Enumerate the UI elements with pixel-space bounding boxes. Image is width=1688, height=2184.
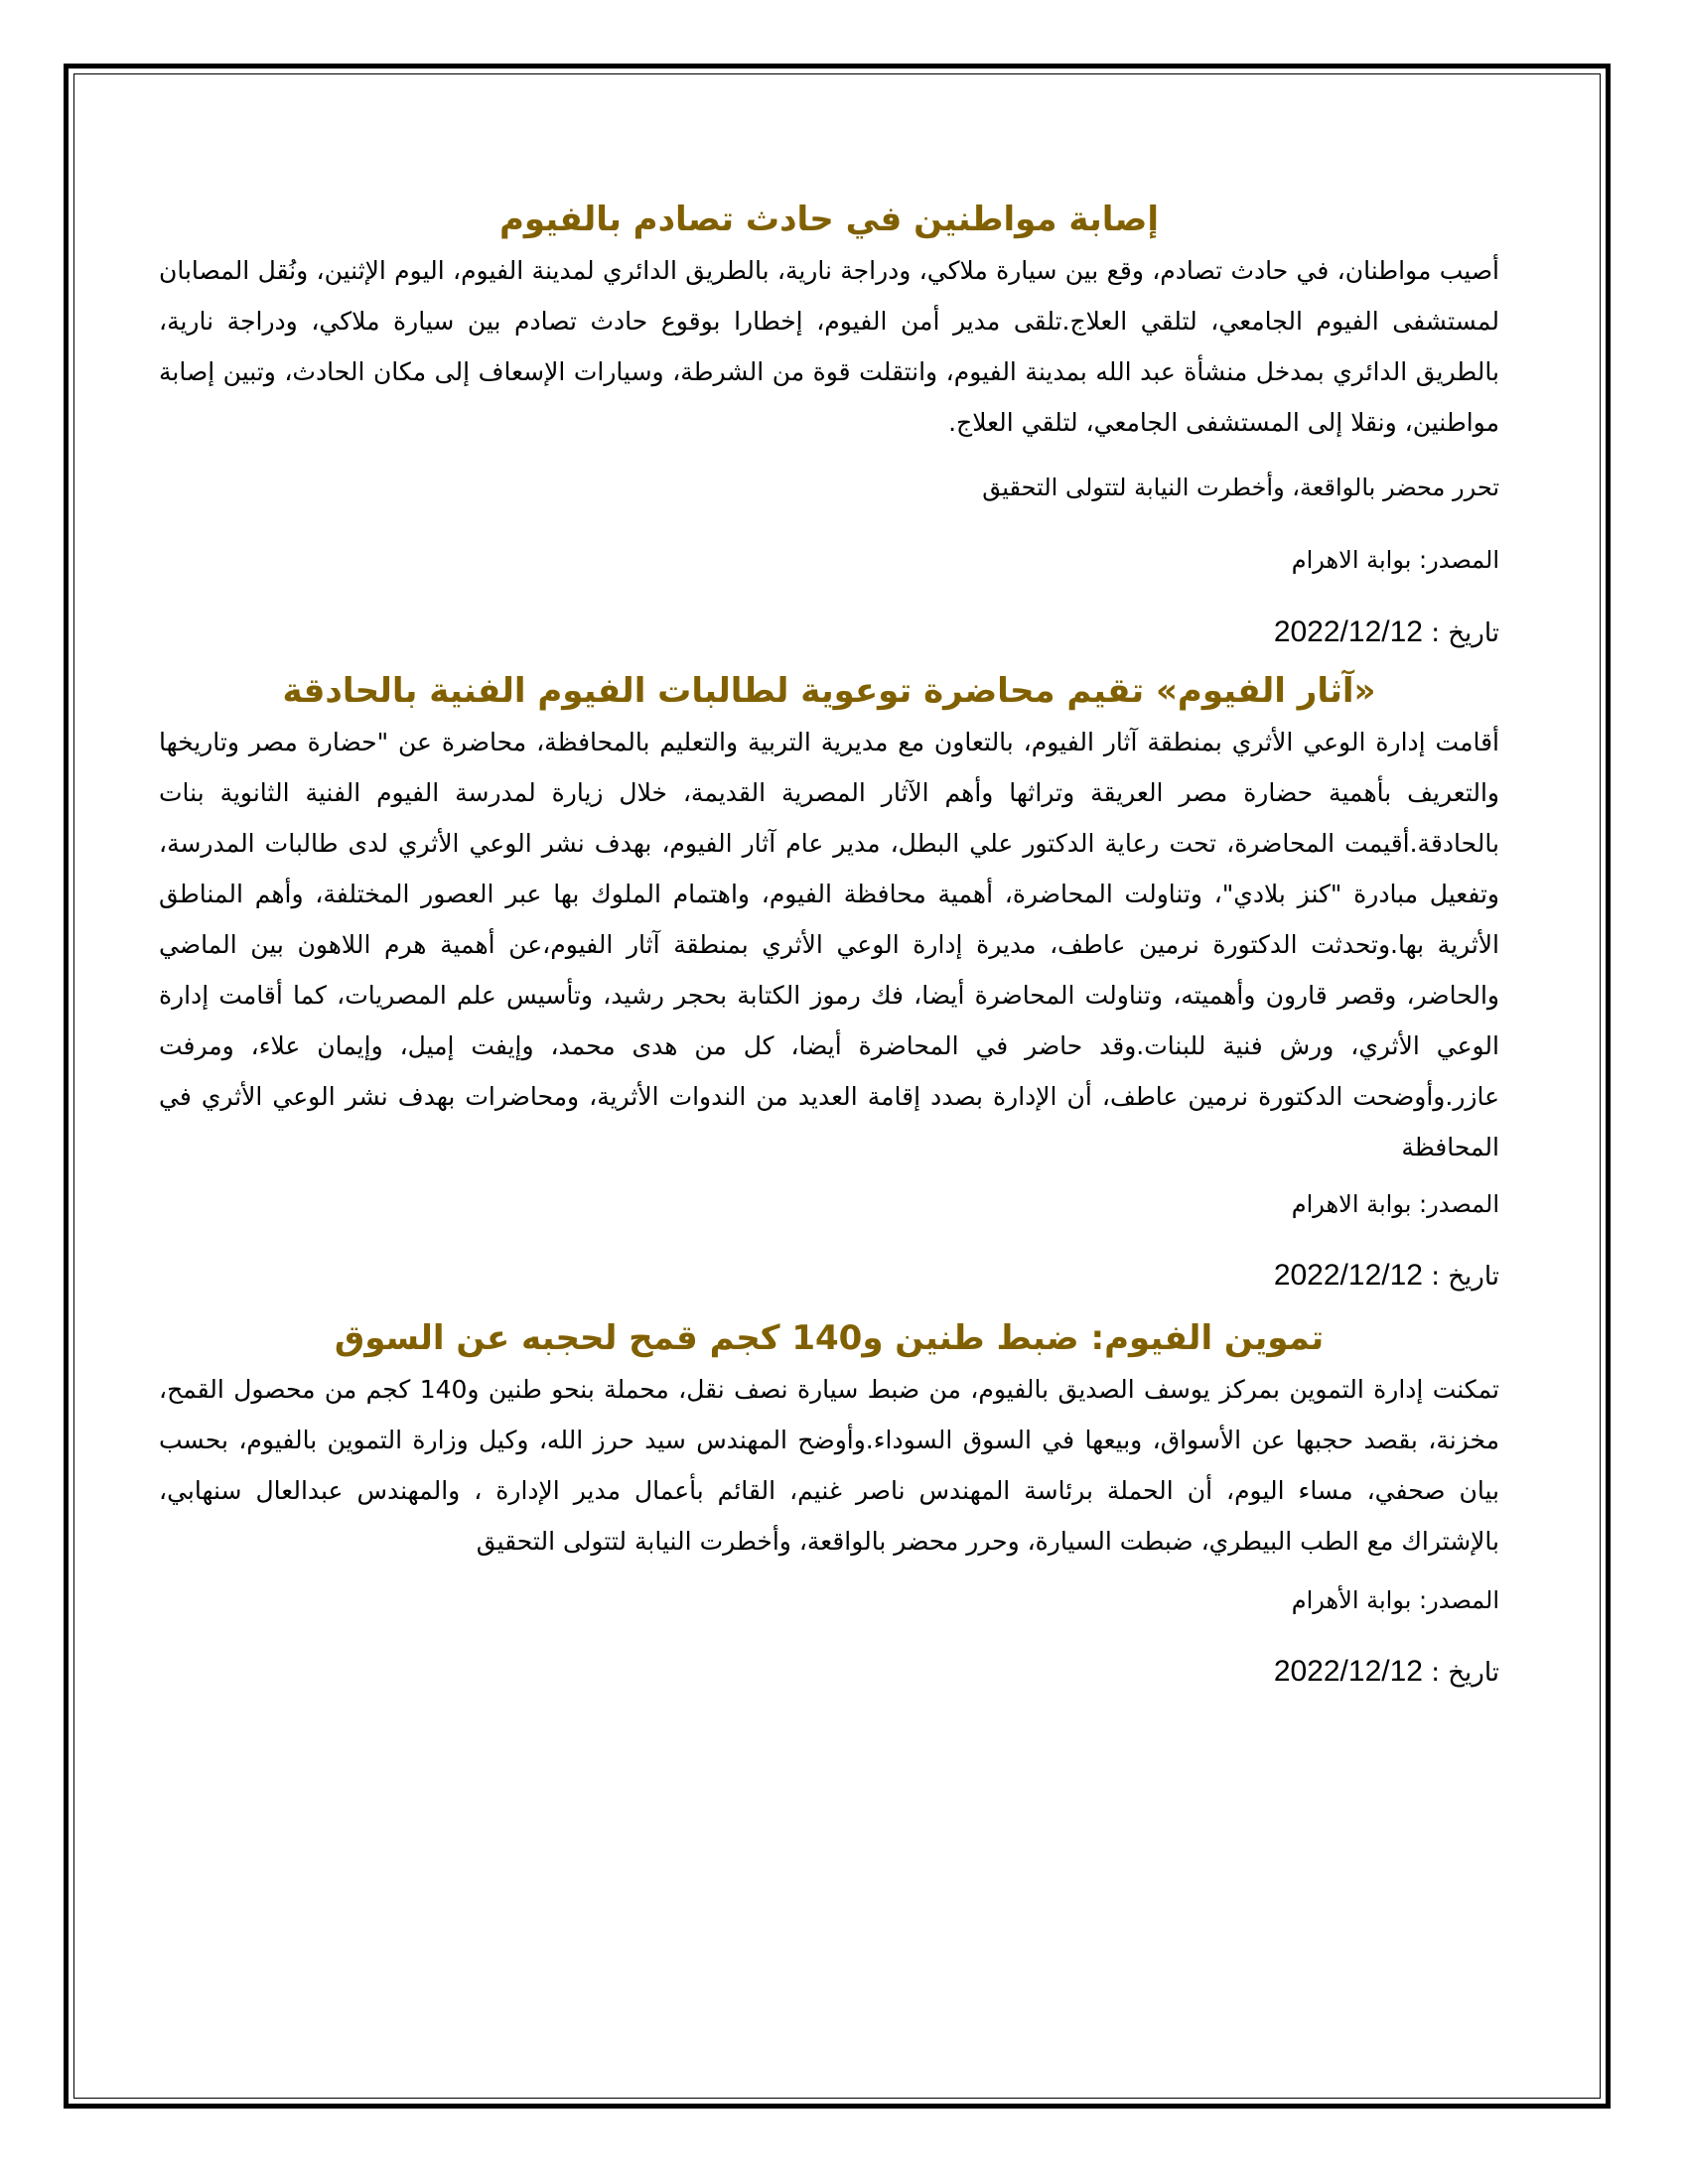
article-paragraph: أقامت إدارة الوعي الأثري بمنطقة آثار الفيوم، بالتعاون مع مديرية التربية والتعليم بالمحافظة، محاضرة عن "حضارة مصر وتاريخها والتعريف بأهمية حضارة مصر العريقة وتراثها وأهم الآثار المصرية القديمة، خلال زيارة لمدرسة الفيوم الفنية الثانوية بنات بالحادقة.أقيمت المحاضرة، تحت رعاية الدكتور علي البطل، مدير عام آثار الفيوم، بهدف نشر الوعي الأثري لدى طالبات المدرسة، وتفعيل مبادرة "كنز بلادي"، وتناولت المحاضرة، أهمية محافظة الفيوم، واهتمام الملوك بها عبر العصور المختلفة، وأهم المناطق الأثرية بها.وتحدثت الدكتورة نرمين عاطف، مديرة إدارة الوعي الأثري بمنطقة آثار الفيوم،عن أهمية هرم اللاهون بين الماضي والحاضر، وقصر قارون وأهميته، وتناولت المحاضرة أيضا، فك رموز الكتابة بحجر رشيد، وتأسيس علم المصريات، كما أقامت إدارة الوعي الأثري، ورش فنية للبنات.وقد حاضر في المحاضرة أيضا، كل من هدى محمد، وإيفت إميل، وإيمان علاء، ومرفت عازر.وأوضحت الدكتورة نرمين عاطف، أن الإدارة بصدد إقامة العديد من الندوات الأثرية، ومحاضرات بهدف نشر الوعي الأثري في المحافظة <box>159 728 1499 1161</box>
article-paragraph: تمكنت إدارة التموين بمركز يوسف الصديق بالفيوم، من ضبط سيارة نصف نقل، محملة بنحو طنين و140 كجم من محصول القمح، مخزنة، بقصد حجبها عن الأسواق، وبيعها في السوق السوداء.وأوضح المهندس سيد حرز الله، وكيل وزارة التموين بالفيوم، بحسب بيان صحفي، مساء اليوم، أن الحملة برئاسة المهندس ناصر غنيم، القائم بأعمال مدير الإدارة ، والمهندس عبدالعال سنهابي، بالإشتراك مع الطب البيطري، ضبطت السيارة، وحرر محضر بالواقعة، وأخطرت النيابة لتتولى التحقيق <box>159 1375 1500 1556</box>
article-headline: إصابة مواطنين في حادث تصادم بالفيوم <box>498 200 1160 239</box>
article-date <box>159 1652 1499 1693</box>
article-headline: تموين الفيوم: ضبط طنين و140 كجم قمح لحجبه عن السوق <box>334 1318 1325 1358</box>
article-source: المصدر: بوابة الاهرام <box>1291 1190 1499 1218</box>
article-source: المصدر: بوابة الاهرام <box>1291 546 1499 574</box>
date-value: 2022/12/12 <box>1273 615 1423 648</box>
article-date <box>159 1256 1499 1297</box>
date-value: 2022/12/12 <box>1273 1655 1423 1688</box>
date-label: تاريخ : <box>1431 1658 1499 1688</box>
document-body <box>159 194 1499 1693</box>
date-label: تاريخ : <box>1431 618 1499 648</box>
article-date <box>159 613 1499 653</box>
article-paragraph: أصيب مواطنان، في حادث تصادم، وقع بين سيارة ملاكي، ودراجة نارية، بالطريق الدائري لمدينة الفيوم، اليوم الإثنين، ونُقل المصابان لمستشفى الفيوم الجامعي، لتلقي العلاج.تلقى مدير أمن الفيوم، إخطارا بوقوع حادث تصادم بين سيارة ملاكي، ودراجة نارية، بالطريق الدائري بمدخل منشأة عبد الله بمدينة الفيوم، وانتقلت قوة من الشرطة، وسيارات الإسعاف إلى مكان الحادث، وتبين إصابة مواطنين، ونقلا إلى المستشفى الجامعي، لتلقي العلاج. <box>159 256 1499 437</box>
article-supply-wheat <box>159 1312 1499 1693</box>
article-paragraph: تحرر محضر بالواقعة، وأخطرت النيابة لتتولى التحقيق <box>982 474 1499 501</box>
date-label: تاريخ : <box>1431 1262 1499 1292</box>
article-headline: «آثار الفيوم» تقيم محاضرة توعوية لطالبات الفيوم الفنية بالحادقة <box>282 671 1376 711</box>
article-source: المصدر: بوابة الأهرام <box>1291 1586 1499 1614</box>
date-value: 2022/12/12 <box>1273 1259 1423 1292</box>
article-antiquities-lecture <box>159 665 1499 1297</box>
article-accident <box>159 194 1499 653</box>
